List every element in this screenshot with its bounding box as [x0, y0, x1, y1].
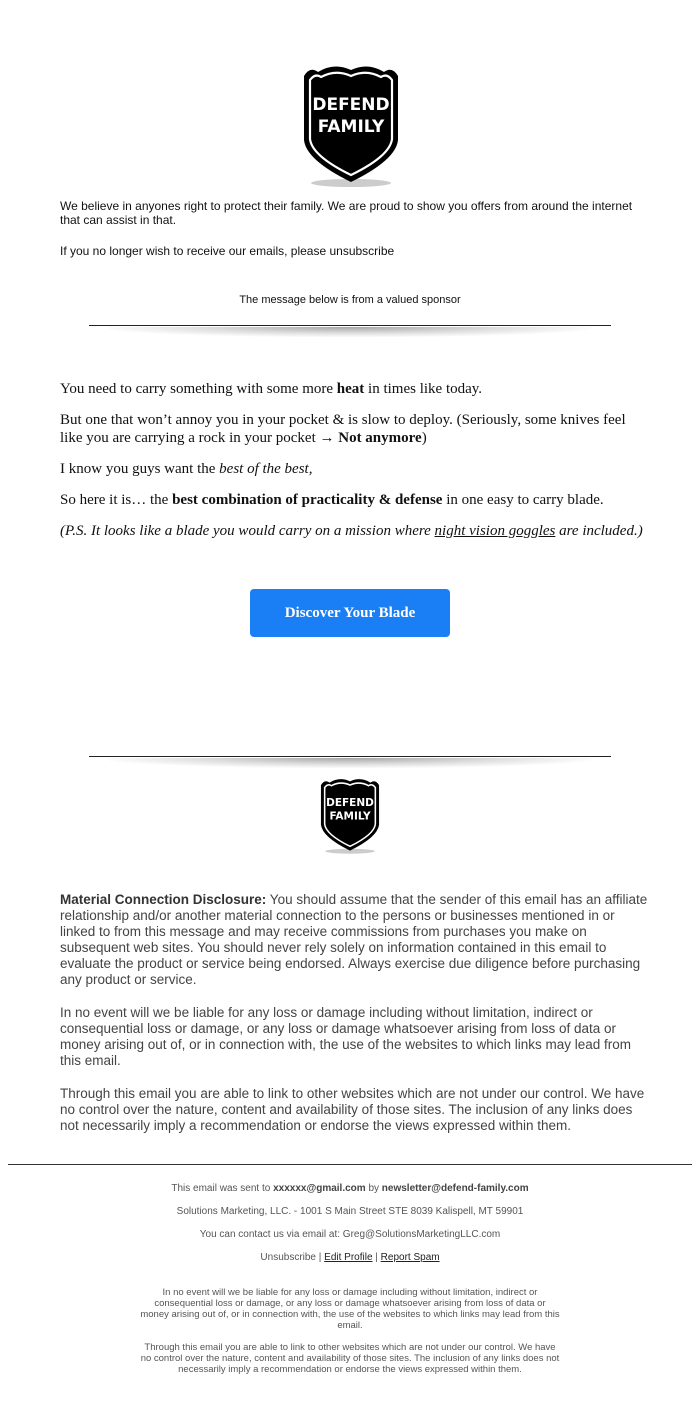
ad-postscript: (P.S. It looks like a blade you would carry on a mission where night vision goggles are included.) — [60, 523, 643, 539]
shield-icon — [316, 776, 384, 856]
footer-links: Unsubscribe | Edit Profile | Report Spam — [260, 1252, 440, 1263]
footer-unsubscribe-link[interactable]: Unsubscribe — [260, 1252, 316, 1263]
ad-paragraph-4: So here it is… the best combination of practicality & defense in one easy to carry blade. — [60, 492, 604, 508]
ad-body — [60, 380, 650, 553]
unsubscribe-line: If you no longer wish to receive our emails, please unsubscribe — [60, 244, 395, 258]
ad-paragraph-1: You need to carry something with some more heat in times like today. — [60, 381, 483, 397]
discover-your-blade-button[interactable]: Discover Your Blade — [250, 589, 450, 637]
fine-liability: In no event will we be liable for any loss or damage including without limitation, indirect or consequential loss or damage, or any loss or damage whatsoever arising from loss of data or money arising out of, or in connection with, the use of the websites to which links may lead from this email. — [140, 1287, 560, 1331]
night-vision-goggles-link[interactable]: night vision goggles — [434, 523, 556, 539]
sponsor-note: The message below is from a valued sponsor — [239, 294, 461, 306]
svg-text:FAMILY: FAMILY — [329, 810, 371, 823]
shield-icon — [296, 62, 406, 190]
contact-line: You can contact us via email at: Greg@SolutionsMarketingLLC.com — [199, 1229, 501, 1240]
sent-to-line: This email was sent to xxxxxx@gmail.com by newsletter@defend-family.com — [171, 1183, 529, 1194]
svg-text:FAMILY: FAMILY — [317, 117, 385, 137]
liability-notice: In no event will we be liable for any loss or damage including without limitation, indirect or consequential loss or damage, or any loss or damage whatsoever arising from loss of data or money arising out of, or in connection with, the use of the websites to which links may lead from this email. — [60, 1005, 632, 1068]
report-spam-link[interactable]: Report Spam — [380, 1252, 440, 1263]
svg-text:DEFEND: DEFEND — [312, 95, 390, 115]
divider — [89, 756, 611, 757]
company-address: Solutions Marketing, LLC. - 1001 S Main Street STE 8039 Kalispell, MT 59901 — [176, 1206, 524, 1217]
ad-paragraph-3: I know you guys want the best of the best, — [60, 461, 313, 477]
disclosure-section — [60, 892, 650, 1151]
recipient-email: xxxxxx@gmail.com — [273, 1183, 366, 1194]
material-connection-disclosure: Material Connection Disclosure: You should assume that the sender of this email has an affiliate relationship and/or another material connection to the persons or businesses mentioned in or linked to from this message and may receive commissions from purchases you make on subsequent web sites. You should never rely solely on information contained in this email to evaluate the product or service being endorsed. Always exercise due diligence before purchasing any product or service. — [60, 892, 648, 987]
fine-links: Through this email you are able to link to other websites which are not under our control. We have no control over the nature, content and availability of those sites. The inclusion of any links does not necessarily imply a recommendation or endorse the views expressed within them. — [140, 1342, 560, 1375]
footer-divider — [8, 1164, 692, 1165]
intro-section — [60, 199, 650, 258]
unsubscribe-link[interactable]: unsubscribe — [329, 244, 395, 258]
sender-email: newsletter@defend-family.com — [381, 1183, 529, 1194]
divider — [89, 325, 611, 326]
defend-family-logo — [296, 62, 406, 190]
footer — [0, 1182, 700, 1386]
defend-family-logo-small — [316, 776, 384, 856]
edit-profile-link[interactable]: Edit Profile — [324, 1252, 373, 1263]
ad-paragraph-2: But one that won’t annoy you in your pocket & is slow to deploy. (Seriously, some knives feel like you are carrying a rock in your pocket → Not anymore) — [60, 412, 626, 446]
mission-statement: We believe in anyones right to protect their family. We are proud to show you offers from around the internet that can assist in that. — [60, 199, 633, 227]
footer-fine-print — [140, 1287, 560, 1375]
external-links-notice: Through this email you are able to link to other websites which are not under our control. We have no control over the nature, content and availability of those sites. The inclusion of any links does not necessarily imply a recommendation or endorse the views expressed within them. — [60, 1086, 645, 1133]
svg-text:DEFEND: DEFEND — [326, 797, 374, 810]
